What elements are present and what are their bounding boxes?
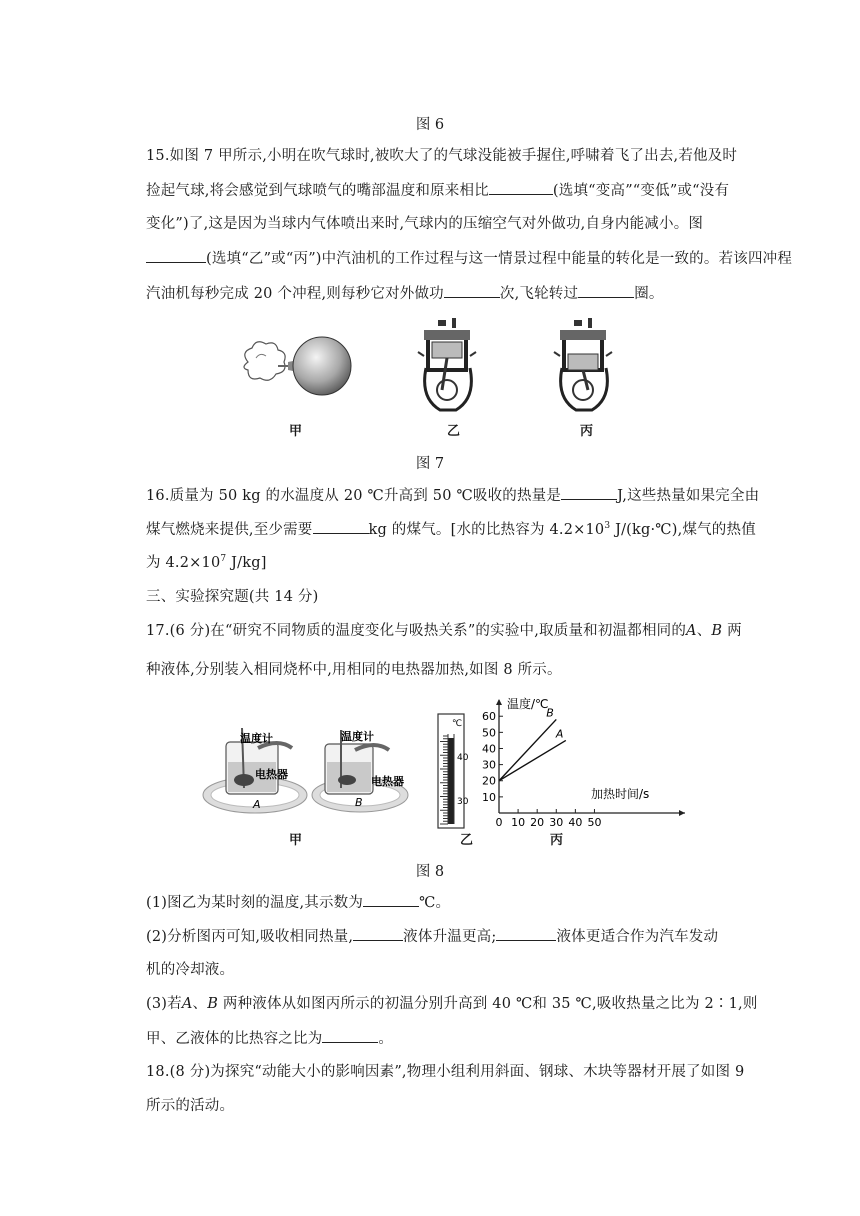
y-tick-label: 60 [482,710,496,724]
q16-line3 [146,553,736,573]
q15-text: 圈。 [634,286,664,302]
x-tick-label: 0 [495,816,503,826]
q15-text: (选填“乙”或“丙”)中汽油机的工作过程与这一情景过程中能量的转化是一致的。若该四冲程 [206,251,793,267]
answer-blank[interactable] [146,248,206,263]
q17-text: 液体升温更高; [403,929,497,945]
q17-sub3 [146,994,758,1014]
q17-sub2 [146,926,736,947]
q16-text: 16.质量为 50 kg 的水温度从 20 ℃升高到 50 ℃吸收的热量是 [146,488,562,504]
chart-series [499,706,566,780]
fig8-label-yi: 乙 [460,833,474,848]
series-label-A: A [555,727,564,741]
liquid-b: B [711,623,723,639]
q17-text: 两 [722,623,742,639]
separator: 、 [192,996,208,1012]
superscript: 3 [604,521,611,532]
x-tick-label: 20 [530,816,545,826]
q17-text: 17.(6 分)在“研究不同物质的温度变化与吸热关系”的实验中,取质量和初温都相同的 [146,623,687,639]
q15-text: 次,飞轮转过 [499,286,579,302]
chart-ticks [482,710,601,826]
chart-x-label: 加热时间/s [591,787,650,801]
q17-line2: 种液体,分别装入相同烧杯中,用相同的电热器加热,如图 8 所示。 [146,662,562,678]
q17-text: 液体更适合作为汽车发动 [556,929,719,945]
section-heading: 三、实验探究题(共 14 分) [146,589,319,605]
beaker-a-label: A [253,798,261,811]
heater-label-a: 电热器 [255,768,288,781]
series-line-B [499,719,556,780]
q18-line1: 18.(8 分)为探究“动能大小的影响因素”,物理小组利用斜面、钢球、木块等器材开展了如图 9 [146,1064,745,1080]
y-tick-label: 10 [482,790,496,804]
q17-text: 两种液体从如图丙所示的初温分别升高到 40 ℃和 35 ℃,吸收热量之比为 2∶1,则 [218,996,758,1012]
answer-blank[interactable] [489,180,553,195]
fig8-label-jia: 甲 [289,833,303,848]
fig7-label-yi: 乙 [447,424,461,439]
q16-line2 [146,519,756,540]
heater-label-b: 电热器 [371,775,404,788]
superscript: 7 [220,554,227,565]
answer-blank[interactable] [363,892,419,907]
q15-line5 [146,283,736,304]
thermometer-tick-40: 40 [457,753,469,763]
thermometer-tick-30: 30 [457,797,469,807]
thermometer-label-a: 温度计 [240,732,273,745]
q15-line2 [146,180,736,201]
beaker-b-label: B [355,796,363,809]
answer-blank[interactable] [313,519,369,534]
answer-blank[interactable] [353,926,403,941]
liquid-a: A [686,623,697,639]
fig7-caption: 图 7 [415,456,445,472]
fig7-label-bing: 丙 [580,424,594,439]
q16-text: 为 4.2×10 [146,555,221,571]
q16-text: J/kg] [226,555,267,571]
answer-blank[interactable] [578,283,634,298]
q17-text: 甲、乙液体的比热容之比为 [146,1031,323,1047]
q17-sub1 [146,892,736,913]
q18-line2: 所示的活动。 [146,1098,235,1114]
balloon-drawing [244,337,351,395]
q16-line1 [146,485,760,506]
engine-yi-drawing [418,318,476,410]
engine-bing-drawing [554,318,612,410]
separator: 、 [696,623,712,639]
answer-blank[interactable] [561,485,617,500]
y-tick-label: 30 [482,758,496,772]
q17-text: (2)分析图丙可知,吸收相同热量, [146,929,354,945]
thermometer-drawing [438,714,464,828]
series-line-A [499,740,566,780]
thermometer-unit: ℃ [452,719,463,729]
y-axis-arrow [496,699,502,705]
x-axis-arrow [679,810,685,816]
y-tick-label: 50 [482,726,496,740]
q15-line4 [146,248,793,269]
q16-text: J,这些热量如果完全由 [617,488,760,504]
liquid-b: B [207,996,219,1012]
y-tick-label: 20 [482,774,496,788]
thermometer-label-b: 温度计 [341,730,374,743]
liquid-a: A [181,996,193,1012]
fig8-caption: 图 8 [415,864,445,880]
q15-text: 汽油机每秒完成 20 个冲程,则每秒它对外做功 [146,286,444,302]
x-tick-label: 30 [549,816,564,826]
y-tick-label: 40 [482,742,496,756]
fig8-label-bing: 丙 [550,833,564,848]
answer-blank[interactable] [496,926,556,941]
x-tick-label: 10 [511,816,526,826]
fig7-label-jia: 甲 [289,424,303,439]
q17-text: 。 [378,1031,394,1047]
q17-line1 [146,621,742,641]
q15-text: 捡起气球,将会感觉到气球喷气的嘴部温度和原来相比 [146,183,489,199]
series-label-B: B [546,706,554,720]
answer-blank[interactable] [444,283,500,298]
q17-sub3-cont [146,1028,736,1049]
q15-text: (选填“变高”“变低”或“没有 [552,183,730,199]
q16-text: J/(kg·℃),煤气的热值 [610,522,756,538]
q17-text: ℃。 [419,895,451,911]
fig6-caption: 图 6 [415,117,445,133]
q15-line1: 15.如图 7 甲所示,小明在吹气球时,被吹大了的气球没能被手握住,呼啸着飞了出去,若他及时 [146,148,738,164]
temperature-time-chart [475,696,695,826]
q17-text: (3)若 [146,996,182,1012]
q17-sub2-cont: 机的冷却液。 [146,962,235,978]
q16-text: 煤气燃烧来提供,至少需要 [146,522,313,538]
x-tick-label: 50 [587,816,602,826]
x-tick-label: 40 [568,816,583,826]
chart-y-label: 温度/℃ [507,697,549,711]
q16-text: kg 的煤气。[水的比热容为 4.2×10 [368,522,605,538]
q17-text: (1)图乙为某时刻的温度,其示数为 [146,895,364,911]
q15-line3: 变化”)了,这是因为当球内气体喷出来时,气球内的压缩空气对外做功,自身内能减小。图 [146,216,704,232]
answer-blank[interactable] [322,1028,378,1043]
